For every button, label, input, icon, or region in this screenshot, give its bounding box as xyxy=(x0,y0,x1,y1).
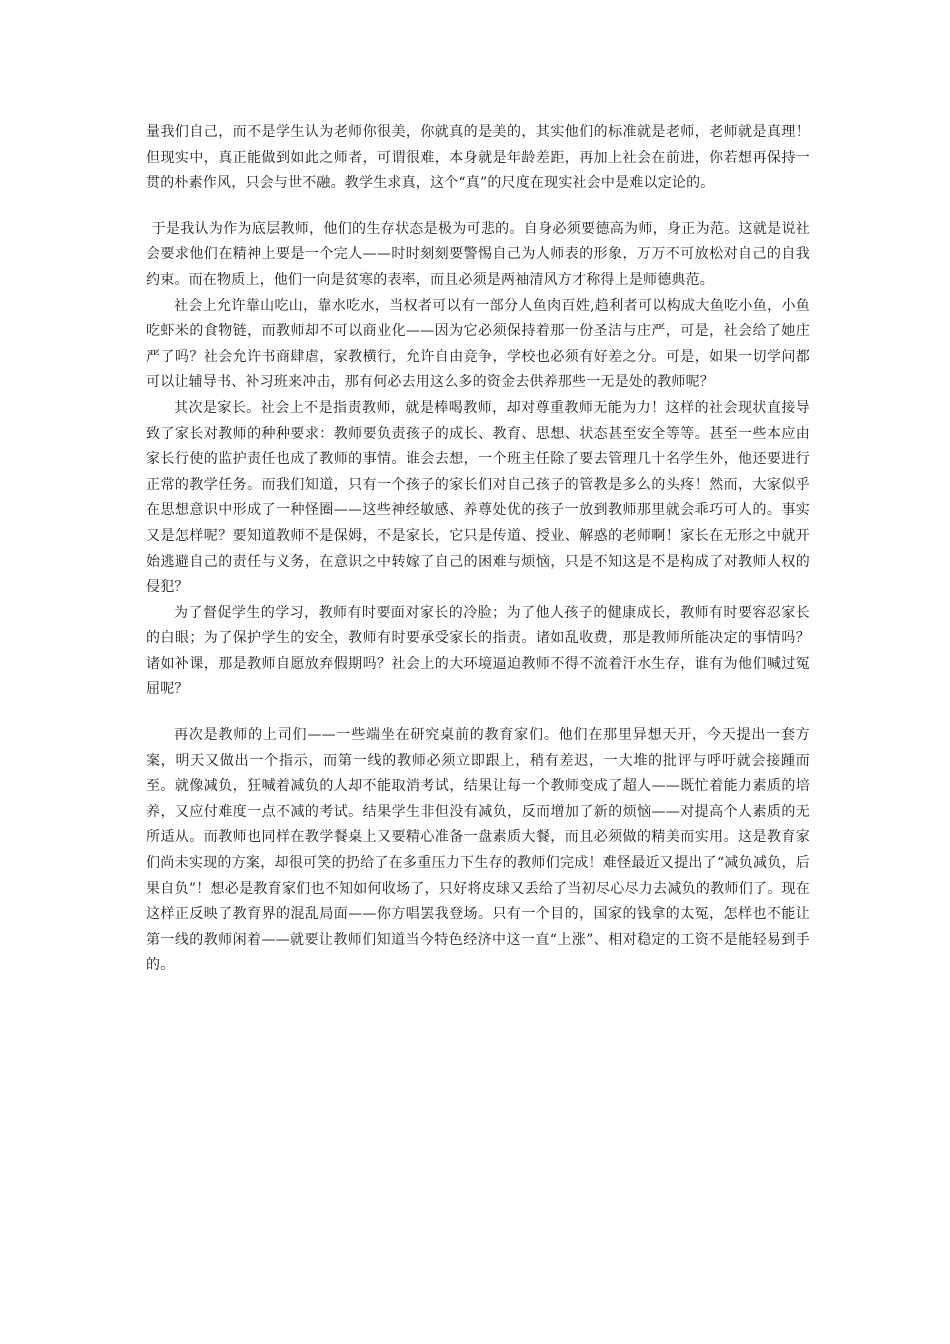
paragraph-gap xyxy=(146,197,810,217)
paragraph-6: 再次是教师的上司们——一些端坐在研究桌前的教育家们。他们在那里异想天开，今天提出一套方案，明天又做出一个指示，而第一线的教师必须立即跟上，稍有差迟，一大堆的批评与呼吁就会接踵而至。就像减负，狂喊着减负的人却不能取消考试，结果让每一个教师变成了超人——既忙着能力素质的培养，又应付难度一点不减的考试。结果学生非但没有减负，反而增加了新的烦恼——对提高个人素质的无所适从。而教师也同样在教学餐桌上又要精心准备一盘素质大餐，而且必须做的精美而实用。这是教育家们尚未实现的方案，却很可笑的扔给了在多重压力下生存的教师们完成！难怪最近又提出了“减负减负，后果自负”！想必是教育家们也不知如何收场了，只好将皮球又丢给了当初尽心尽力去减负的教师们了。现在这样正反映了教育界的混乱局面——你方唱罢我登场。只有一个目的，国家的钱拿的太冤，怎样也不能让第一线的教师闲着——就要让教师们知道当今特色经济中这一直“上涨”、相对稳定的工资不是能轻易到手的。 xyxy=(146,727,810,974)
paragraph-1: 量我们自己，而不是学生认为老师你很美，你就真的是美的，其实他们的标准就是老师，老师就是真理！但现实中，真正能做到如此之师者，可谓很难，本身就是年龄差距，再加上社会在前进，你若想再保持一贯的朴素作风，只会与世不融。教学生求真，这个“真”的尺度在现实社会中是难以定论的。 xyxy=(146,124,810,192)
paragraph-4: 其次是家长。社会上不是指责教师，就是棒喝教师，却对尊重教师无能为力！这样的社会现状直接导致了家长对教师的种种要求：教师要负责孩子的成长、教育、思想、状态甚至安全等等。甚至一些本应由家长行使的监护责任也成了教师的事情。谁会去想，一个班主任除了要去管理几十名学生外，他还要进行正常的教学任务。而我们知道，只有一个孩子的家长们对自己孩子的管教是多么的头疼！然而，大家似乎在思想意识中形成了一种怪圈——这些神经敏感、养尊处优的孩子一放到教师那里就会乖巧可人的。事实又是怎样呢？要知道教师不是保姆，不是家长，它只是传道、授业、解惑的老师啊！家长在无形之中就开始逃避自己的责任与义务，在意识之中转嫁了自己的困难与烦恼，只是不知这是不是构成了对教师人权的侵犯？ xyxy=(146,399,810,596)
paragraph-2: 于是我认为作为底层教师，他们的生存状态是极为可悲的。自身必须要德高为师，身正为范。这就是说社会要求他们在精神上要是一个完人——时时刻刻要警惕自己为人师表的形象，万万不可放松对自己的自我约束。而在物质上，他们一向是贫寒的表率，而且必须是两袖清风方才称得上是师德典范。 xyxy=(146,220,810,288)
paragraph-gap xyxy=(146,703,810,723)
paragraph-5: 为了督促学生的学习，教师有时要面对家长的冷脸；为了他人孩子的健康成长，教师有时要容忍家长的白眼；为了保护学生的安全，教师有时要承受家长的指责。诸如乱收费，那是教师所能决定的事情吗？诸如补课，那是教师自愿放弃假期吗？社会上的大环境逼迫教师不得不流着汗水生存，谁有为他们喊过冤屈呢？ xyxy=(146,604,810,698)
paragraph-3: 社会上允许靠山吃山，靠水吃水，当权者可以有一部分人鱼肉百姓,趋利者可以构成大鱼吃小鱼，小鱼吃虾米的食物链，而教师却不可以商业化——因为它必须保持着那一份圣洁与庄严，可是，社会给了她庄严了吗？社会允许书商肆虐，家教横行，允许自由竞争，学校也必须有好差之分。可是，如果一切学问都可以让辅导书、补习班来冲击，那有何必去用这么多的资金去供养那些一无是处的教师呢？ xyxy=(146,297,810,391)
document-body xyxy=(146,120,810,979)
